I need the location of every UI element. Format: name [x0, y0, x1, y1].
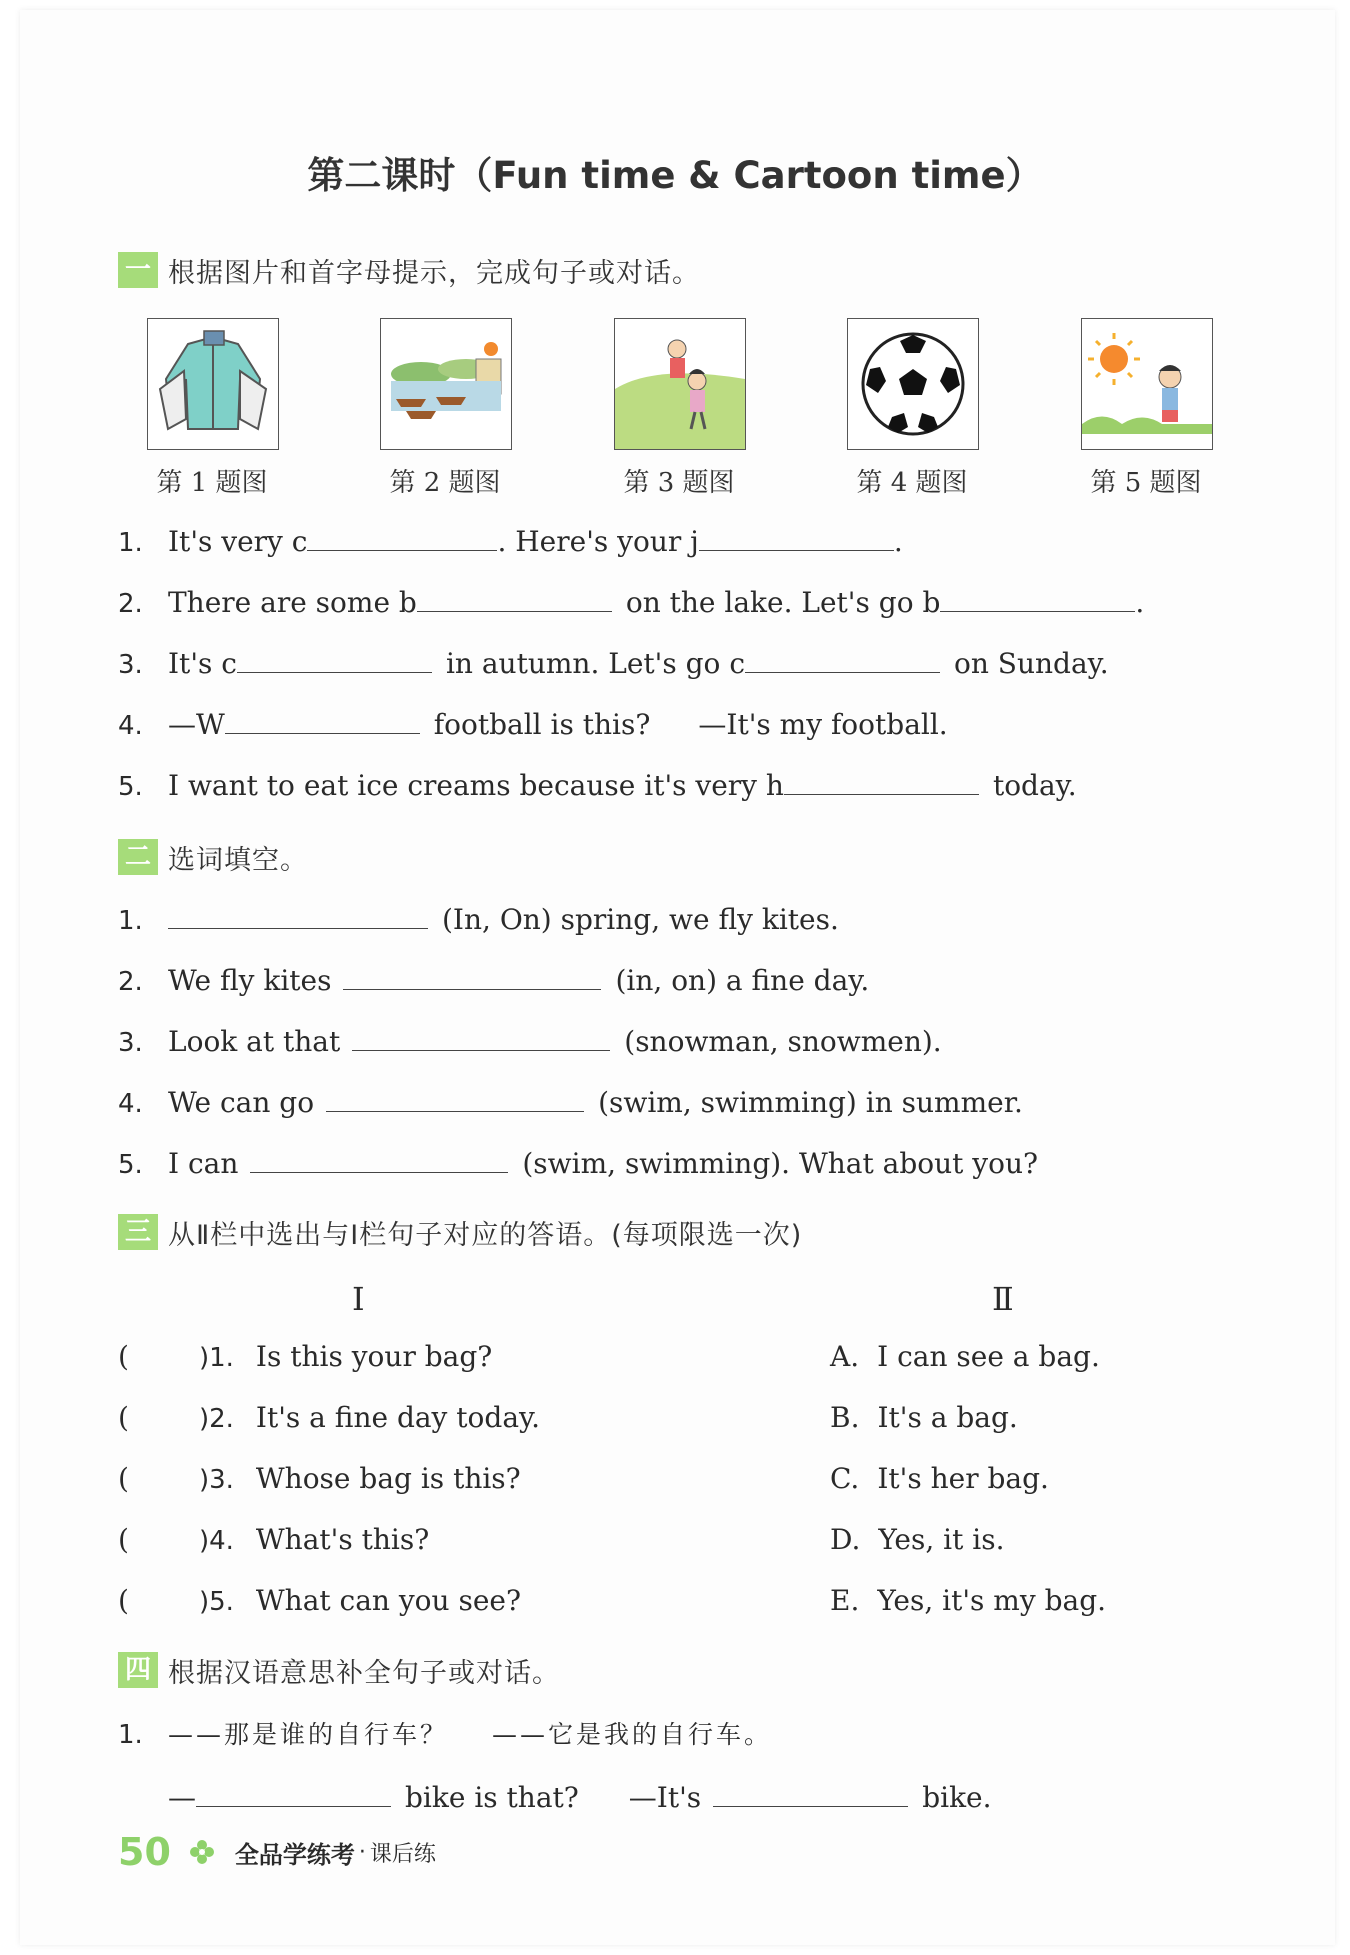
option-letter: E.: [830, 1584, 860, 1617]
item-text: in autumn. Let's go c: [445, 647, 745, 680]
column-2-heading: Ⅱ: [992, 1280, 1014, 1318]
item-number: )4.: [198, 1526, 234, 1556]
book-subtitle: 课后练: [369, 1841, 436, 1867]
item-text: We fly kites: [168, 964, 332, 997]
footer-dot: ·: [358, 1839, 366, 1865]
item-text: There are some b: [168, 586, 417, 619]
caption-2: 第 2 题图: [389, 468, 501, 498]
football-picture: [847, 318, 979, 450]
answer-blank[interactable]: [713, 1778, 908, 1807]
item-number: 5.: [118, 1150, 143, 1180]
page-title: 第二课时（Fun time & Cartoon time）: [307, 154, 1043, 197]
s1-item-2: [118, 583, 1144, 619]
caption-1: 第 1 题图: [156, 468, 268, 498]
match-question-4: [118, 1523, 429, 1556]
item-text: football is this?: [433, 708, 651, 741]
boats-picture: [380, 318, 512, 450]
football-icon: [848, 319, 978, 449]
item-text: (In, On) spring, we fly kites.: [442, 903, 839, 936]
section-instruction: 根据图片和首字母提示，完成句子或对话。: [168, 257, 700, 289]
answer-blank[interactable]: [225, 705, 420, 734]
answer-blank[interactable]: [343, 961, 601, 990]
s1-item-5: [118, 766, 1077, 802]
book-title: 全品学练考: [234, 1840, 355, 1869]
item-number: 2.: [118, 589, 143, 619]
page-footer: [118, 1830, 436, 1874]
s2-item-5: [118, 1144, 1038, 1180]
item-number: )5.: [198, 1587, 234, 1617]
children-climbing-icon: [615, 319, 745, 449]
option-e: [830, 1584, 1106, 1617]
item-text: I want to eat ice creams because it's very h: [168, 769, 784, 802]
item-number: 5.: [118, 772, 143, 802]
answer-blank[interactable]: [745, 644, 940, 673]
option-text: It's a bag.: [877, 1401, 1018, 1434]
answer-paren[interactable]: (: [118, 1523, 129, 1556]
section-badge: 三: [118, 1214, 158, 1250]
answer-blank[interactable]: [196, 1778, 391, 1807]
item-text: Look at that: [168, 1025, 341, 1058]
option-text: Yes, it is.: [878, 1523, 1005, 1556]
jacket-icon: [148, 319, 278, 449]
page-number: 50: [118, 1830, 171, 1874]
chinese-prompt: ——它是我的自行车。: [492, 1720, 773, 1749]
section-instruction: 根据汉语意思补全句子或对话。: [168, 1657, 560, 1689]
match-question-2: [118, 1401, 540, 1434]
item-number: 4.: [118, 711, 143, 741]
caption-5: 第 5 题图: [1090, 468, 1202, 498]
item-number: )3.: [198, 1465, 234, 1495]
section-3-header: [118, 1212, 802, 1252]
answer-blank[interactable]: [250, 1144, 508, 1173]
s2-item-1: [118, 900, 839, 936]
question-text: Whose bag is this?: [255, 1462, 521, 1495]
answer-blank[interactable]: [168, 900, 428, 929]
item-number: 1.: [118, 528, 143, 558]
option-a: [830, 1340, 1100, 1373]
s4-item-1-english: [168, 1778, 992, 1814]
s2-item-4: [118, 1083, 1023, 1119]
match-question-3: [118, 1462, 521, 1495]
item-text: today.: [992, 769, 1077, 802]
s1-item-3: [118, 644, 1109, 680]
item-number: 1.: [118, 906, 143, 936]
section-4-header: [118, 1650, 560, 1690]
item-text: .: [1135, 586, 1145, 619]
item-text: bike is that?: [405, 1781, 579, 1814]
section-instruction: 选词填空。: [168, 844, 308, 876]
item-text: on Sunday.: [954, 647, 1109, 680]
answer-blank[interactable]: [237, 644, 432, 673]
chinese-prompt: ——那是谁的自行车？: [168, 1720, 449, 1749]
answer-paren[interactable]: (: [118, 1462, 129, 1495]
sun-boy-icon: [1082, 319, 1212, 449]
item-number: )1.: [198, 1343, 234, 1373]
clover-icon: [187, 1837, 217, 1867]
item-text: —: [168, 1781, 196, 1814]
s2-item-2: [118, 961, 869, 997]
item-text: It's very c: [168, 525, 308, 558]
answer-blank[interactable]: [326, 1083, 584, 1112]
option-text: Yes, it's my bag.: [877, 1584, 1107, 1617]
option-d: [830, 1523, 1004, 1556]
item-number: 4.: [118, 1089, 143, 1119]
item-text: (swim, swimming). What about you?: [522, 1147, 1039, 1180]
option-c: [830, 1462, 1049, 1495]
option-letter: D.: [830, 1523, 861, 1556]
option-letter: B.: [830, 1401, 860, 1434]
answer-blank[interactable]: [784, 766, 979, 795]
s4-item-1-chinese: [118, 1715, 772, 1751]
item-number: 1.: [118, 1720, 143, 1750]
item-text: (snowman, snowmen).: [624, 1025, 942, 1058]
lake-boats-icon: [381, 319, 511, 449]
item-text: It's c: [168, 647, 237, 680]
option-letter: A.: [830, 1340, 860, 1373]
s1-item-4: [118, 705, 948, 741]
s1-item-1: [118, 522, 903, 558]
column-1-heading: Ⅰ: [352, 1280, 365, 1318]
answer-blank[interactable]: [699, 522, 894, 551]
answer-paren[interactable]: (: [118, 1340, 129, 1373]
option-letter: C.: [830, 1462, 860, 1495]
children-picture: [614, 318, 746, 450]
item-text: —It's: [628, 1781, 702, 1814]
question-text: It's a fine day today.: [255, 1401, 541, 1434]
question-text: What can you see?: [255, 1584, 521, 1617]
item-text: (in, on) a fine day.: [615, 964, 870, 997]
section-badge: 四: [118, 1652, 158, 1688]
option-b: [830, 1401, 1018, 1434]
item-text: bike.: [922, 1781, 992, 1814]
item-text: —It's my football.: [698, 708, 948, 741]
item-text: .: [893, 525, 903, 558]
section-1-header: [118, 250, 700, 290]
item-text: . Here's your j: [497, 525, 699, 558]
match-question-1: [118, 1340, 492, 1373]
caption-3: 第 3 题图: [623, 468, 735, 498]
item-text: (swim, swimming) in summer.: [598, 1086, 1023, 1119]
item-text: We can go: [168, 1086, 315, 1119]
option-text: I can see a bag.: [877, 1340, 1100, 1373]
question-text: Is this your bag?: [255, 1340, 493, 1373]
question-text: What's this?: [255, 1523, 430, 1556]
jacket-picture: [147, 318, 279, 450]
answer-blank[interactable]: [352, 1022, 610, 1051]
section-instruction: 从Ⅱ栏中选出与Ⅰ栏句子对应的答语。(每项限选一次): [168, 1219, 803, 1251]
answer-blank[interactable]: [417, 583, 612, 612]
answer-paren[interactable]: (: [118, 1401, 129, 1434]
option-text: It's her bag.: [877, 1462, 1049, 1495]
item-text: on the lake. Let's go b: [625, 586, 941, 619]
item-number: 3.: [118, 1028, 143, 1058]
match-question-5: [118, 1584, 521, 1617]
answer-blank[interactable]: [940, 583, 1135, 612]
item-text: I can: [168, 1147, 239, 1180]
answer-paren[interactable]: (: [118, 1584, 129, 1617]
item-text: —W: [168, 708, 225, 741]
caption-4: 第 4 题图: [856, 468, 968, 498]
answer-blank[interactable]: [307, 522, 497, 551]
s2-item-3: [118, 1022, 942, 1058]
section-2-header: [118, 837, 308, 877]
section-badge: 二: [118, 839, 158, 875]
item-number: 2.: [118, 967, 143, 997]
item-number: 3.: [118, 650, 143, 680]
section-badge: 一: [118, 252, 158, 288]
item-number: )2.: [198, 1404, 234, 1434]
sunny-picture: [1081, 318, 1213, 450]
